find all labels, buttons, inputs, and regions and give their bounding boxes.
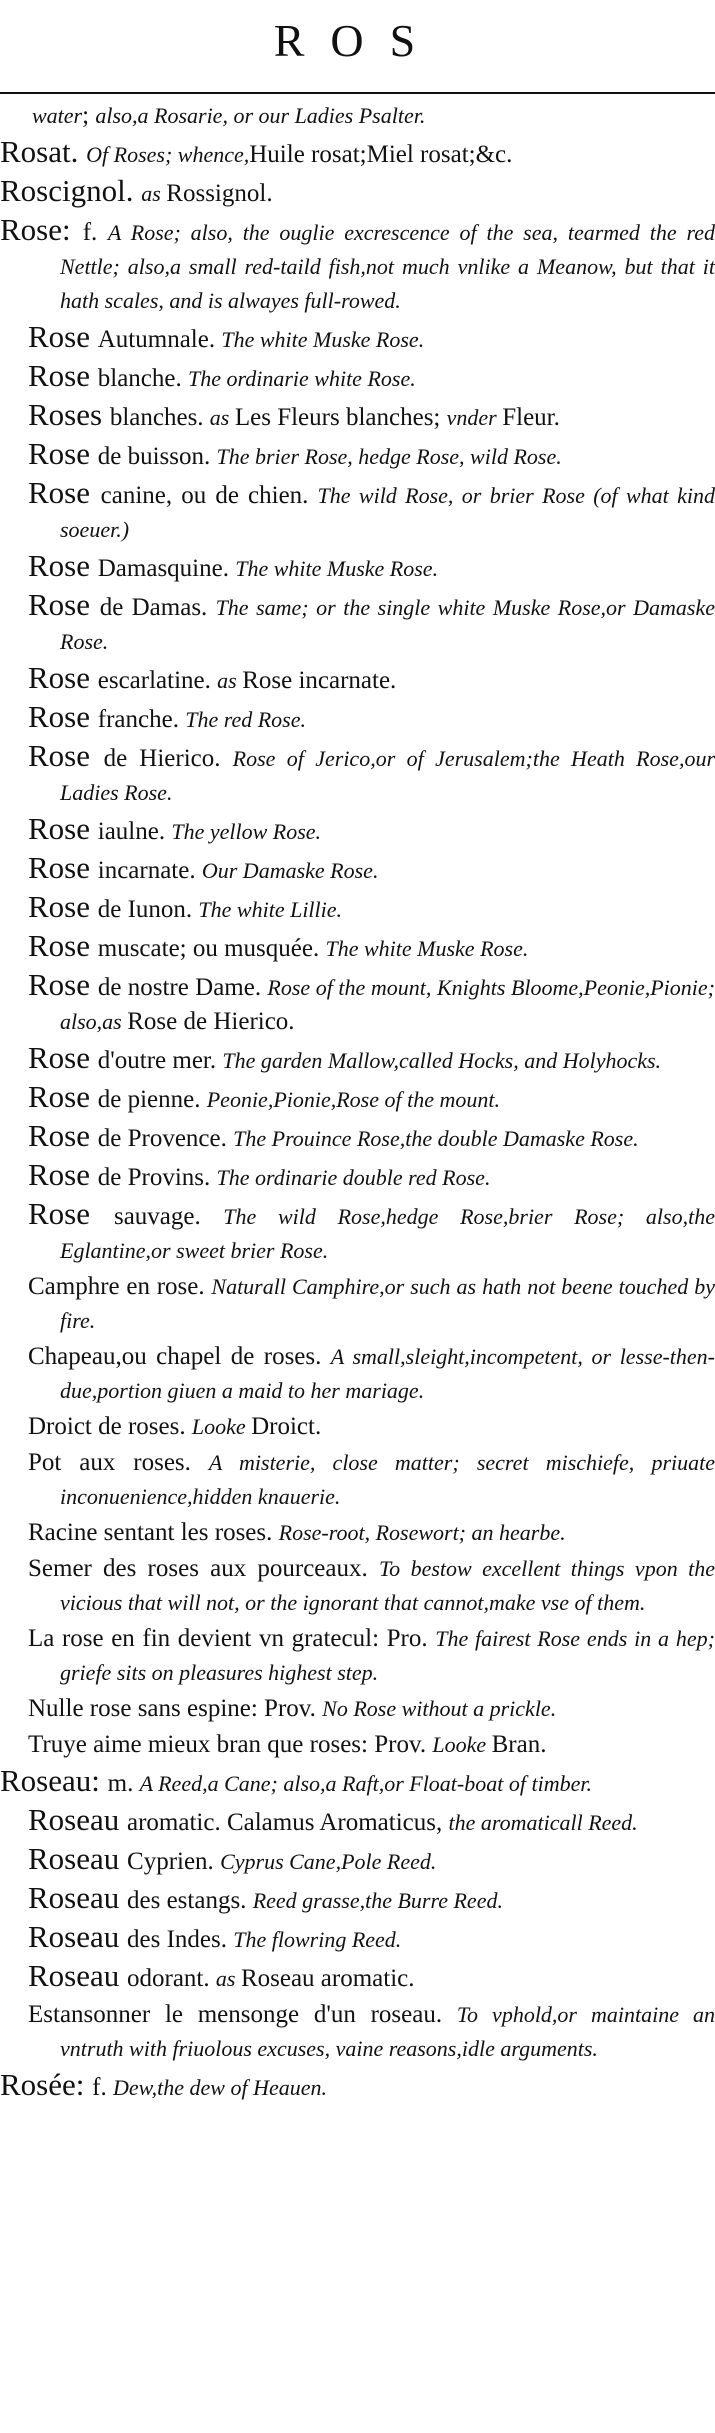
dictionary-entry xyxy=(0,550,715,587)
entry-text: blanche. xyxy=(97,365,188,392)
dictionary-entry xyxy=(0,1765,715,1802)
entry-headword: Rosée: xyxy=(0,2067,93,2102)
entry-list xyxy=(0,100,715,2108)
entry-definition: Rose of Jerico,or of Jerusalem;the Heath Rose,our Ladies Rose. xyxy=(60,746,715,805)
entry-text: Roseau aromatic. xyxy=(240,1965,415,1992)
dictionary-entry xyxy=(0,1271,715,1339)
entry-text: canine, ou de chien. xyxy=(100,482,318,509)
entry-definition: The white Muske Rose. xyxy=(221,327,425,352)
entry-definition: The same; or the single white Muske Rose,or Damaske Rose. xyxy=(60,595,715,654)
entry-headword: Roseau xyxy=(28,1919,128,1954)
entry-headword: Roseau xyxy=(28,1958,128,1993)
entry-text: La rose en fin devient vn gratecul: Pro. xyxy=(28,1625,436,1652)
entry-text: d'outre mer. xyxy=(97,1047,223,1074)
entry-headword: Rosat. xyxy=(0,134,87,169)
entry-headword: Rose xyxy=(28,699,98,734)
entry-definition: A Rose; also, the ouglie excrescence of the sea, tearmed the red Nettle; also,a small red-taild fish,not much vnlike a Meanow, but that it hath scales, and is alwayes full-rowed. xyxy=(60,220,715,313)
entry-definition: as xyxy=(215,1966,241,1991)
entry-definition: The white Muske Rose. xyxy=(325,936,529,961)
dictionary-entry xyxy=(0,740,715,811)
dictionary-entry xyxy=(0,930,715,967)
dictionary-entry xyxy=(0,477,715,548)
entry-definition: Rose-root, Rosewort; an hearbe. xyxy=(278,1520,566,1545)
entry-definition: Peonie,Pionie,Rose of the mount. xyxy=(206,1087,500,1112)
entry-definition: A small,sleight,incompetent, or lesse-then-due,portion giuen a maid to her mariage. xyxy=(60,1344,715,1403)
entry-headword: Rose: xyxy=(0,212,83,247)
entry-headword: Rose xyxy=(28,548,98,583)
entry-headword: Rose xyxy=(28,811,98,846)
entry-text: incarnate. xyxy=(97,857,202,884)
entry-definition: Our Damaske Rose. xyxy=(201,858,379,883)
entry-text: Truye aime mieux bran que roses: Prov. xyxy=(28,1731,433,1758)
entry-definition: The garden Mallow,called Hocks, and Holyhocks. xyxy=(222,1048,662,1073)
entry-definition: as xyxy=(209,405,235,430)
entry-text: Cyprien. xyxy=(127,1848,221,1875)
entry-headword: Rose xyxy=(28,1079,98,1114)
entry-definition: The Prouince Rose,the double Damaske Rose. xyxy=(233,1126,639,1151)
entry-headword: Roseau xyxy=(28,1880,128,1915)
entry-definition: The fairest Rose ends in a hep; griefe sits on pleasures highest step. xyxy=(60,1626,715,1685)
dictionary-entry xyxy=(0,360,715,397)
dictionary-entry xyxy=(0,891,715,928)
entry-text: Huile rosat;Miel rosat;&c. xyxy=(249,141,513,168)
entry-text: de pienne. xyxy=(97,1086,207,1113)
dictionary-entry xyxy=(0,852,715,889)
dictionary-entry xyxy=(0,1623,715,1691)
entry-headword: Rose xyxy=(28,660,98,695)
entry-definition: The red Rose. xyxy=(185,707,306,732)
entry-text: de buisson. xyxy=(97,443,217,470)
entry-headword: Rose xyxy=(28,436,98,471)
dictionary-entry xyxy=(0,1042,715,1079)
entry-definition: To bestow excellent things vpon the vicious that will not, or the ignorant that cannot,make vse of them. xyxy=(60,1556,715,1615)
dictionary-entry xyxy=(0,1729,715,1763)
entry-text: Chapeau,ou chapel de roses. xyxy=(28,1343,331,1370)
entry-headword: Rose xyxy=(28,889,98,924)
entry-text: Rose incarnate. xyxy=(242,667,397,694)
entry-definition: The brier Rose, hedge Rose, wild Rose. xyxy=(216,444,562,469)
entry-definition: whence, xyxy=(177,142,250,167)
entry-text: de Iunon. xyxy=(97,896,199,923)
page-header: ROS xyxy=(273,15,442,66)
entry-text: Semer des roses aux pourceaux. xyxy=(28,1555,379,1582)
entry-headword: Rose xyxy=(28,928,98,963)
entry-text: Camphre en rose. xyxy=(28,1273,212,1300)
dictionary-entry xyxy=(0,1882,715,1919)
header-rule xyxy=(0,92,715,94)
entry-headword: Roses xyxy=(28,397,110,432)
entry-text: m. xyxy=(107,1770,140,1797)
entry-definition: the aromaticall Reed. xyxy=(448,1810,638,1835)
entry-definition: Looke xyxy=(191,1414,252,1439)
entry-definition: The yellow Rose. xyxy=(171,819,322,844)
dictionary-entry xyxy=(0,662,715,699)
entry-definition: No Rose without a prickle. xyxy=(322,1696,557,1721)
dictionary-entry xyxy=(0,1921,715,1958)
entry-headword: Roseau xyxy=(28,1802,128,1837)
entry-definition: To vphold,or maintaine an vntruth with friuolous excuses, vaine reasons,idle arguments. xyxy=(60,2002,715,2061)
entry-headword: Roscignol. xyxy=(0,173,142,208)
entry-headword: Rose xyxy=(28,587,100,622)
dictionary-entry xyxy=(0,1081,715,1118)
entry-text: franche. xyxy=(97,706,186,733)
dictionary-entry xyxy=(0,399,715,436)
entry-text: Racine sentant les roses. xyxy=(28,1519,279,1546)
entry-text: Les Fleurs blanches; xyxy=(234,404,447,431)
entry-text: iaulne. xyxy=(97,818,172,845)
entry-text: de Damas. xyxy=(99,594,216,621)
entry-headword: Rose xyxy=(28,319,98,354)
entry-text: Bran. xyxy=(491,1731,547,1758)
entry-text: des Indes. xyxy=(127,1926,234,1953)
entry-definition: also,a Rosarie, or our Ladies Psalter. xyxy=(95,103,426,128)
dictionary-entry xyxy=(0,1411,715,1445)
dictionary-entry xyxy=(0,1517,715,1551)
dictionary-entry xyxy=(0,438,715,475)
entry-definition: Reed grasse,the Burre Reed. xyxy=(252,1888,503,1913)
entry-definition: Rose of the mount, Knights Bloome,Peonie,Pionie; also,as xyxy=(60,975,715,1034)
entry-text: muscate; ou musquée. xyxy=(97,935,326,962)
entry-definition: The wild Rose, or brier Rose (of what kind soeuer.) xyxy=(60,483,715,542)
entry-definition: The ordinarie double red Rose. xyxy=(216,1165,491,1190)
dictionary-entry xyxy=(0,701,715,738)
dictionary-entry xyxy=(0,2069,715,2106)
dictionary-entry xyxy=(0,813,715,850)
dictionary-entry xyxy=(0,589,715,660)
entry-definition: The white Muske Rose. xyxy=(235,556,439,581)
entry-text: Autumnale. xyxy=(97,326,222,353)
entry-definition: as xyxy=(141,181,167,206)
entry-definition: Of Roses; xyxy=(86,142,178,167)
entry-text: f. xyxy=(82,219,108,246)
entry-headword: Rose xyxy=(28,1196,114,1231)
entry-text: Estansonner le mensonge d'un roseau. xyxy=(28,2001,457,2028)
entry-text: des estangs. xyxy=(127,1887,253,1914)
entry-text: Fleur. xyxy=(502,404,560,431)
dictionary-entry xyxy=(0,1198,715,1269)
entry-text: Pot aux roses. xyxy=(28,1449,209,1476)
entry-definition: The ordinarie white Rose. xyxy=(187,366,416,391)
dictionary-entry xyxy=(0,321,715,358)
entry-definition: vnder xyxy=(446,405,503,430)
entry-definition: The white Lillie. xyxy=(198,897,343,922)
entry-definition: as xyxy=(217,668,243,693)
entry-text: Damasquine. xyxy=(97,555,236,582)
dictionary-entry xyxy=(0,1693,715,1727)
entry-text: Droict. xyxy=(251,1413,322,1440)
entry-definition: The wild Rose,hedge Rose,brier Rose; also,the Eglantine,or sweet brier Rose. xyxy=(60,1204,715,1263)
dictionary-entry xyxy=(0,1843,715,1880)
entry-text: Nulle rose sans espine: Prov. xyxy=(28,1695,323,1722)
entry-text: ; xyxy=(82,102,96,129)
entry-text: blanches. xyxy=(109,404,210,431)
dictionary-entry xyxy=(0,969,715,1040)
entry-definition: Naturall Camphire,or such as hath not beene touched by fire. xyxy=(60,1274,715,1333)
entry-definition: Dew,the dew of Heauen. xyxy=(112,2075,327,2100)
dictionary-entry xyxy=(0,1159,715,1196)
dictionary-entry xyxy=(0,214,715,319)
dictionary-entry xyxy=(0,100,715,134)
dictionary-entry xyxy=(0,175,715,212)
dictionary-entry xyxy=(0,1120,715,1157)
entry-text: aromatic. Calamus Aromaticus, xyxy=(127,1809,449,1836)
entry-headword: Rose xyxy=(28,738,104,773)
entry-definition: A misterie, close matter; secret mischiefe, priuate inconuenience,hidden knauerie. xyxy=(60,1450,715,1509)
entry-headword: Rose xyxy=(28,967,98,1002)
entry-definition: A Reed,a Cane; also,a Raft,or Float-boat of timber. xyxy=(139,1771,592,1796)
entry-text: odorant. xyxy=(127,1965,216,1992)
entry-headword: Roseau: xyxy=(0,1763,108,1798)
entry-text: de Provins. xyxy=(97,1164,217,1191)
dictionary-entry xyxy=(0,1804,715,1841)
entry-definition: The flowring Reed. xyxy=(233,1927,402,1952)
entry-text: de nostre Dame. xyxy=(97,974,268,1001)
dictionary-entry xyxy=(0,1447,715,1515)
entry-headword: Rose xyxy=(28,475,101,510)
entry-text: f. xyxy=(92,2074,113,2101)
entry-text: escarlatine. xyxy=(97,667,218,694)
entry-text: Rose de Hierico. xyxy=(127,1008,295,1035)
entry-headword: Rose xyxy=(28,850,98,885)
dictionary-entry xyxy=(0,136,715,173)
entry-headword: Roseau xyxy=(28,1841,128,1876)
entry-text: Droict de roses. xyxy=(28,1413,192,1440)
entry-text: sauvage. xyxy=(113,1203,224,1230)
entry-headword: Rose xyxy=(28,1118,98,1153)
entry-text: Rossignol. xyxy=(166,180,273,207)
entry-headword: Rose xyxy=(28,1157,98,1192)
dictionary-entry xyxy=(0,1999,715,2067)
entry-definition: Looke xyxy=(432,1732,492,1757)
entry-text: de Provence. xyxy=(97,1125,234,1152)
dictionary-entry xyxy=(0,1341,715,1409)
entry-text: de Hierico. xyxy=(103,745,233,772)
entry-headword: Rose xyxy=(28,1040,98,1075)
entry-headword: Rose xyxy=(28,358,98,393)
entry-definition: water xyxy=(32,103,83,128)
entry-definition: Cyprus Cane,Pole Reed. xyxy=(220,1849,437,1874)
dictionary-entry xyxy=(0,1960,715,1997)
dictionary-entry xyxy=(0,1553,715,1621)
